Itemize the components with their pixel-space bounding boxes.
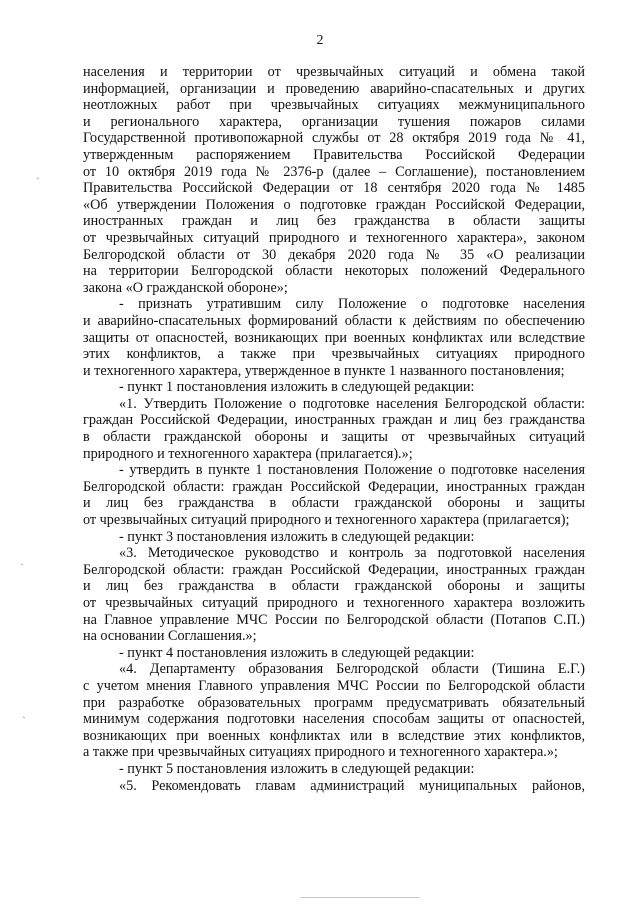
text-line: с учетом мнения Главного управления МЧС России по Белгородской области — [83, 677, 585, 694]
text-line: а также при чрезвычайных ситуациях природного и техногенного характера.»; — [83, 744, 558, 761]
margin-tick-mark: ˋ — [36, 175, 40, 189]
text-line: и лиц без гражданства в области гражданской обороны и защиты — [83, 495, 585, 512]
text-line: утвержденным распоряжением Правительства Российской Федерации — [83, 146, 585, 163]
text-line: от 10 октября 2019 года № 2376-р (далее – Соглашение), постановлением — [83, 163, 585, 180]
text-line: и лиц без гражданства в области гражданской обороны и защиты — [83, 578, 585, 595]
text-line: Белгородской области: граждан Российской Федерации, иностранных граждан — [83, 478, 585, 495]
scan-noise-line — [300, 897, 420, 898]
text-line: природного и техногенного характера (прилагается).»; — [83, 445, 413, 462]
text-line: «1. Утвердить Положение о подготовке населения Белгородской области: — [119, 395, 585, 412]
text-line: на Главное управление МЧС России по Белгородской области (Потапов С.П.) — [83, 611, 585, 628]
page-number: 2 — [316, 33, 324, 48]
text-line: в области гражданской обороны и защиты от чрезвычайных ситуаций — [83, 429, 585, 446]
text-line: от чрезвычайных ситуаций природного и техногенного характера (прилагается); — [83, 512, 570, 529]
text-line: иностранных граждан и лиц без гражданства в области защиты — [83, 213, 585, 230]
text-line: - утвердить в пункте 1 постановления Положение о подготовке населения — [119, 462, 585, 479]
text-line: - пункт 1 постановления изложить в следующей редакции: — [119, 379, 475, 396]
text-line: при разработке образовательных программ предусматривать обязательный — [83, 694, 585, 711]
text-line: этих конфликтов, а также при чрезвычайных ситуациях природного — [83, 346, 585, 363]
text-line: граждан Российской Федерации, иностранных граждан и лиц без гражданства — [83, 412, 585, 429]
text-line: «4. Департаменту образования Белгородской области (Тишина Е.Г.) — [119, 661, 585, 678]
text-line: «Об утверждении Положения о подготовке граждан Российской Федерации, — [83, 196, 585, 213]
text-line: и аварийно-спасательных формирований области к действиям по обеспечению — [83, 312, 585, 329]
margin-dot-mark: · — [20, 557, 24, 571]
text-line: возникающих при военных конфликтах или в вследствие этих конфликтов, — [83, 727, 585, 744]
text-line: Белгородской области: граждан Российской Федерации, иностранных граждан — [83, 561, 585, 578]
text-line: «3. Методическое руководство и контроль за подготовкой населения — [119, 545, 585, 562]
text-line: защиты от опасностей, возникающих при военных конфликтах или вследствие — [83, 329, 585, 346]
document-body — [83, 64, 585, 794]
text-line: населения и территории от чрезвычайных ситуаций и обмена такой — [83, 64, 585, 80]
text-line: - пункт 5 постановления изложить в следующей редакции: — [119, 760, 475, 777]
text-line: - пункт 4 постановления изложить в следующей редакции: — [119, 644, 475, 661]
text-line: - пункт 3 постановления изложить в следующей редакции: — [119, 528, 475, 545]
text-line: Государственной противопожарной службы от 28 октября 2019 года № 41, — [83, 130, 585, 147]
text-line: Белгородской области от 30 декабря 2020 года № 35 «О реализации — [83, 246, 585, 263]
text-line: неотложных работ при чрезвычайных ситуациях межмуниципального — [83, 97, 585, 114]
text-line: «5. Рекомендовать главам администраций муниципальных районов, — [119, 777, 585, 794]
text-line: от чрезвычайных ситуаций природного и техногенного характера возложить — [83, 595, 585, 611]
text-line: на территории Белгородской области некоторых положений Федерального — [83, 263, 585, 280]
text-line: минимум содержания подготовки населения способам защиты от опасностей, — [83, 711, 585, 728]
text-line: от чрезвычайных ситуаций природного и техногенного характера», законом — [83, 229, 585, 246]
margin-tick-mark: ˏ — [22, 705, 26, 719]
text-line: и регионального характера, организации тушения пожаров силами — [83, 113, 585, 130]
text-line: информацией, организации и проведению аварийно-спасательных и других — [83, 80, 585, 97]
text-line: на основании Соглашения.»; — [83, 628, 257, 645]
text-line: Правительства Российской Федерации от 18 сентября 2020 года № 1485 — [83, 180, 585, 197]
text-line: и техногенного характера, утвержденное в пункте 1 названного постановления; — [83, 362, 565, 379]
text-line: закона «О гражданской обороне»; — [83, 279, 288, 296]
text-line: - признать утратившим силу Положение о подготовке населения — [119, 296, 585, 313]
